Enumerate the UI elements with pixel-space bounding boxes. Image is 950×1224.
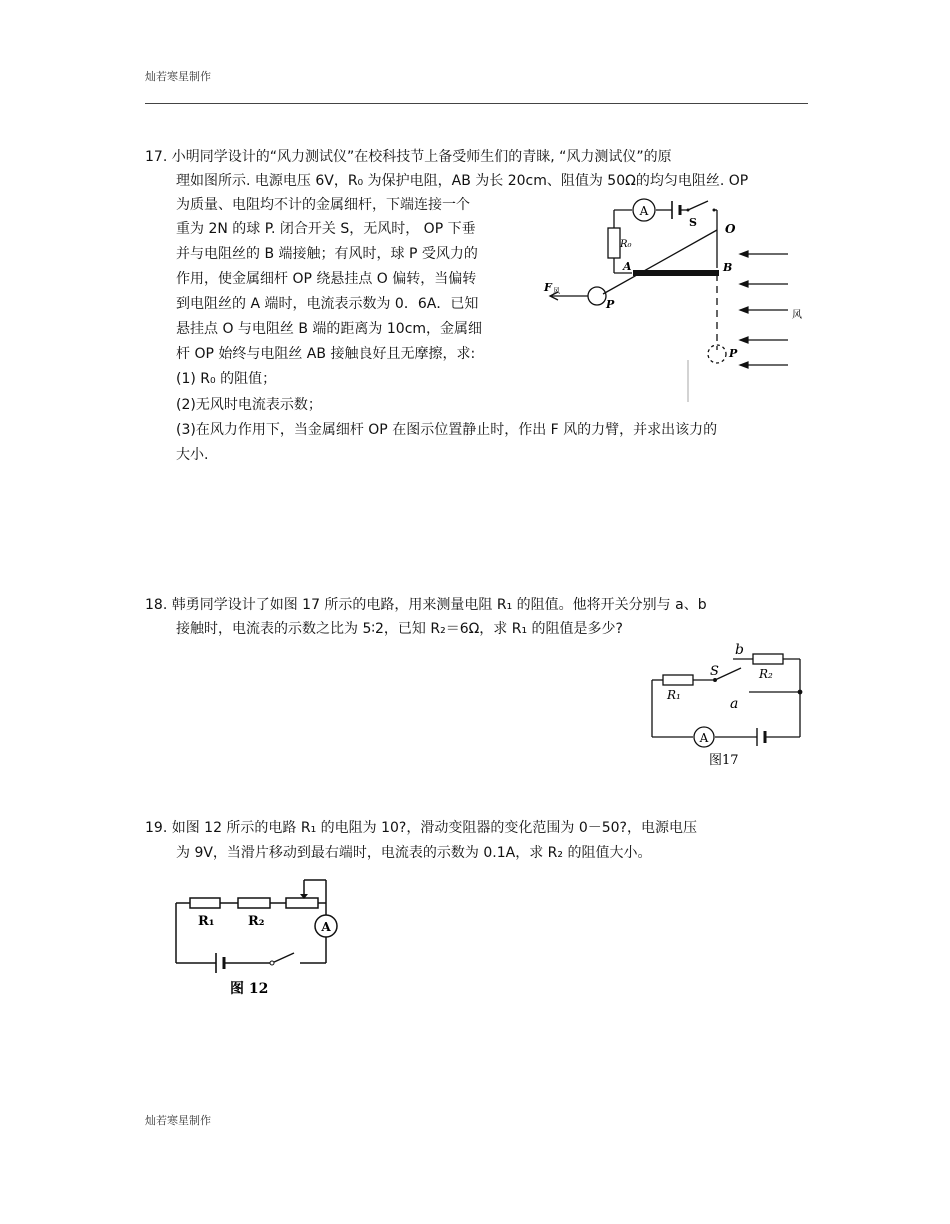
wind-tester-diagram [540, 190, 812, 406]
q17-line: 到电阻丝的 A 端时，电流表示数为 0．6A．已知 [176, 296, 479, 312]
switch-label: S [710, 664, 719, 679]
figure-caption: 图 12 [230, 981, 269, 997]
wind-label: 风 [792, 310, 802, 321]
q19-line: 19. 如图 12 所示的电路 R₁ 的电阻为 10?，滑动变阻器的变化范围为 0－50?，电源电压 [145, 820, 697, 836]
q18-line: 接触时，电流表的示数之比为 5∶2，已知 R₂＝6Ω，求 R₁ 的阻值是多少? [176, 621, 623, 637]
page-footer: 灿若寒星制作 [145, 1114, 211, 1127]
ball-dashed-label: P [729, 347, 738, 360]
q17-subquestion-2: (2)无风时电流表示数； [176, 397, 322, 413]
page-header: 灿若寒星制作 [145, 70, 211, 83]
figure-caption: 图17 [709, 753, 739, 768]
q17-line: 为质量、电阻均不计的金属细杆，下端连接一个 [176, 197, 470, 213]
q17-line: 大小. [176, 447, 209, 463]
q17-subquestion-3: (3)在风力作用下，当金属细杆 OP 在图示位置静止时，作出 F 风的力臂，并求出该力的 [176, 422, 718, 438]
q17-line: 并与电阻丝的 B 端接触；有风时，球 P 受风力的 [176, 246, 478, 262]
ammeter-label: A [321, 920, 331, 934]
force-subscript: 风 [553, 287, 560, 295]
point-b-label: B [723, 261, 733, 274]
q17-line: 重为 2N 的球 P. 闭合开关 S，无风时， OP 下垂 [176, 221, 476, 237]
contact-a-label: a [730, 696, 739, 712]
contact-b-label: b [735, 642, 744, 658]
header-divider [145, 103, 808, 104]
q18-line: 18. 韩勇同学设计了如图 17 所示的电路，用来测量电阻 R₁ 的阻值。他将开关分别与 a、b [145, 597, 707, 613]
ammeter-label: A [639, 204, 649, 218]
circuit-figure-17 [645, 640, 810, 770]
q17-line: 悬挂点 O 与电阻丝 B 端的距离为 10cm，金属细 [176, 321, 483, 337]
q17-line: 17. 小明同学设计的“风力测试仪”在校科技节上备受师生们的青睐, “风力测试仪”的原 [145, 149, 672, 165]
point-o-label: O [725, 222, 736, 236]
r2-label: R₂ [248, 914, 265, 929]
q17-line: 杆 OP 始终与电阻丝 AB 接触良好且无摩擦，求: [176, 346, 476, 362]
q17-line: 作用，使金属细杆 OP 绕悬挂点 O 偏转，当偏转 [176, 271, 477, 287]
q19-line: 为 9V，当滑片移动到最右端时，电流表的示数为 0.1A，求 R₂ 的阻值大小。 [176, 845, 652, 861]
q17-line: 理如图所示. 电源电压 6V，R₀ 为保护电阻，AB 为长 20cm、阻值为 50Ω的均匀电阻丝. OP [176, 173, 749, 189]
r1-label: R₁ [198, 914, 215, 929]
ammeter-label: A [699, 731, 709, 745]
resistor-label: R₀ [620, 239, 632, 250]
point-a-label: A [623, 260, 632, 273]
q17-subquestion-1: (1) R₀ 的阻值； [176, 371, 277, 387]
r1-label: R₁ [667, 688, 681, 702]
ball-label: P [606, 298, 615, 311]
switch-label: S [689, 216, 697, 229]
circuit-figure-12 [170, 873, 345, 1003]
r2-label: R₂ [759, 667, 773, 681]
force-label: F [544, 281, 552, 294]
